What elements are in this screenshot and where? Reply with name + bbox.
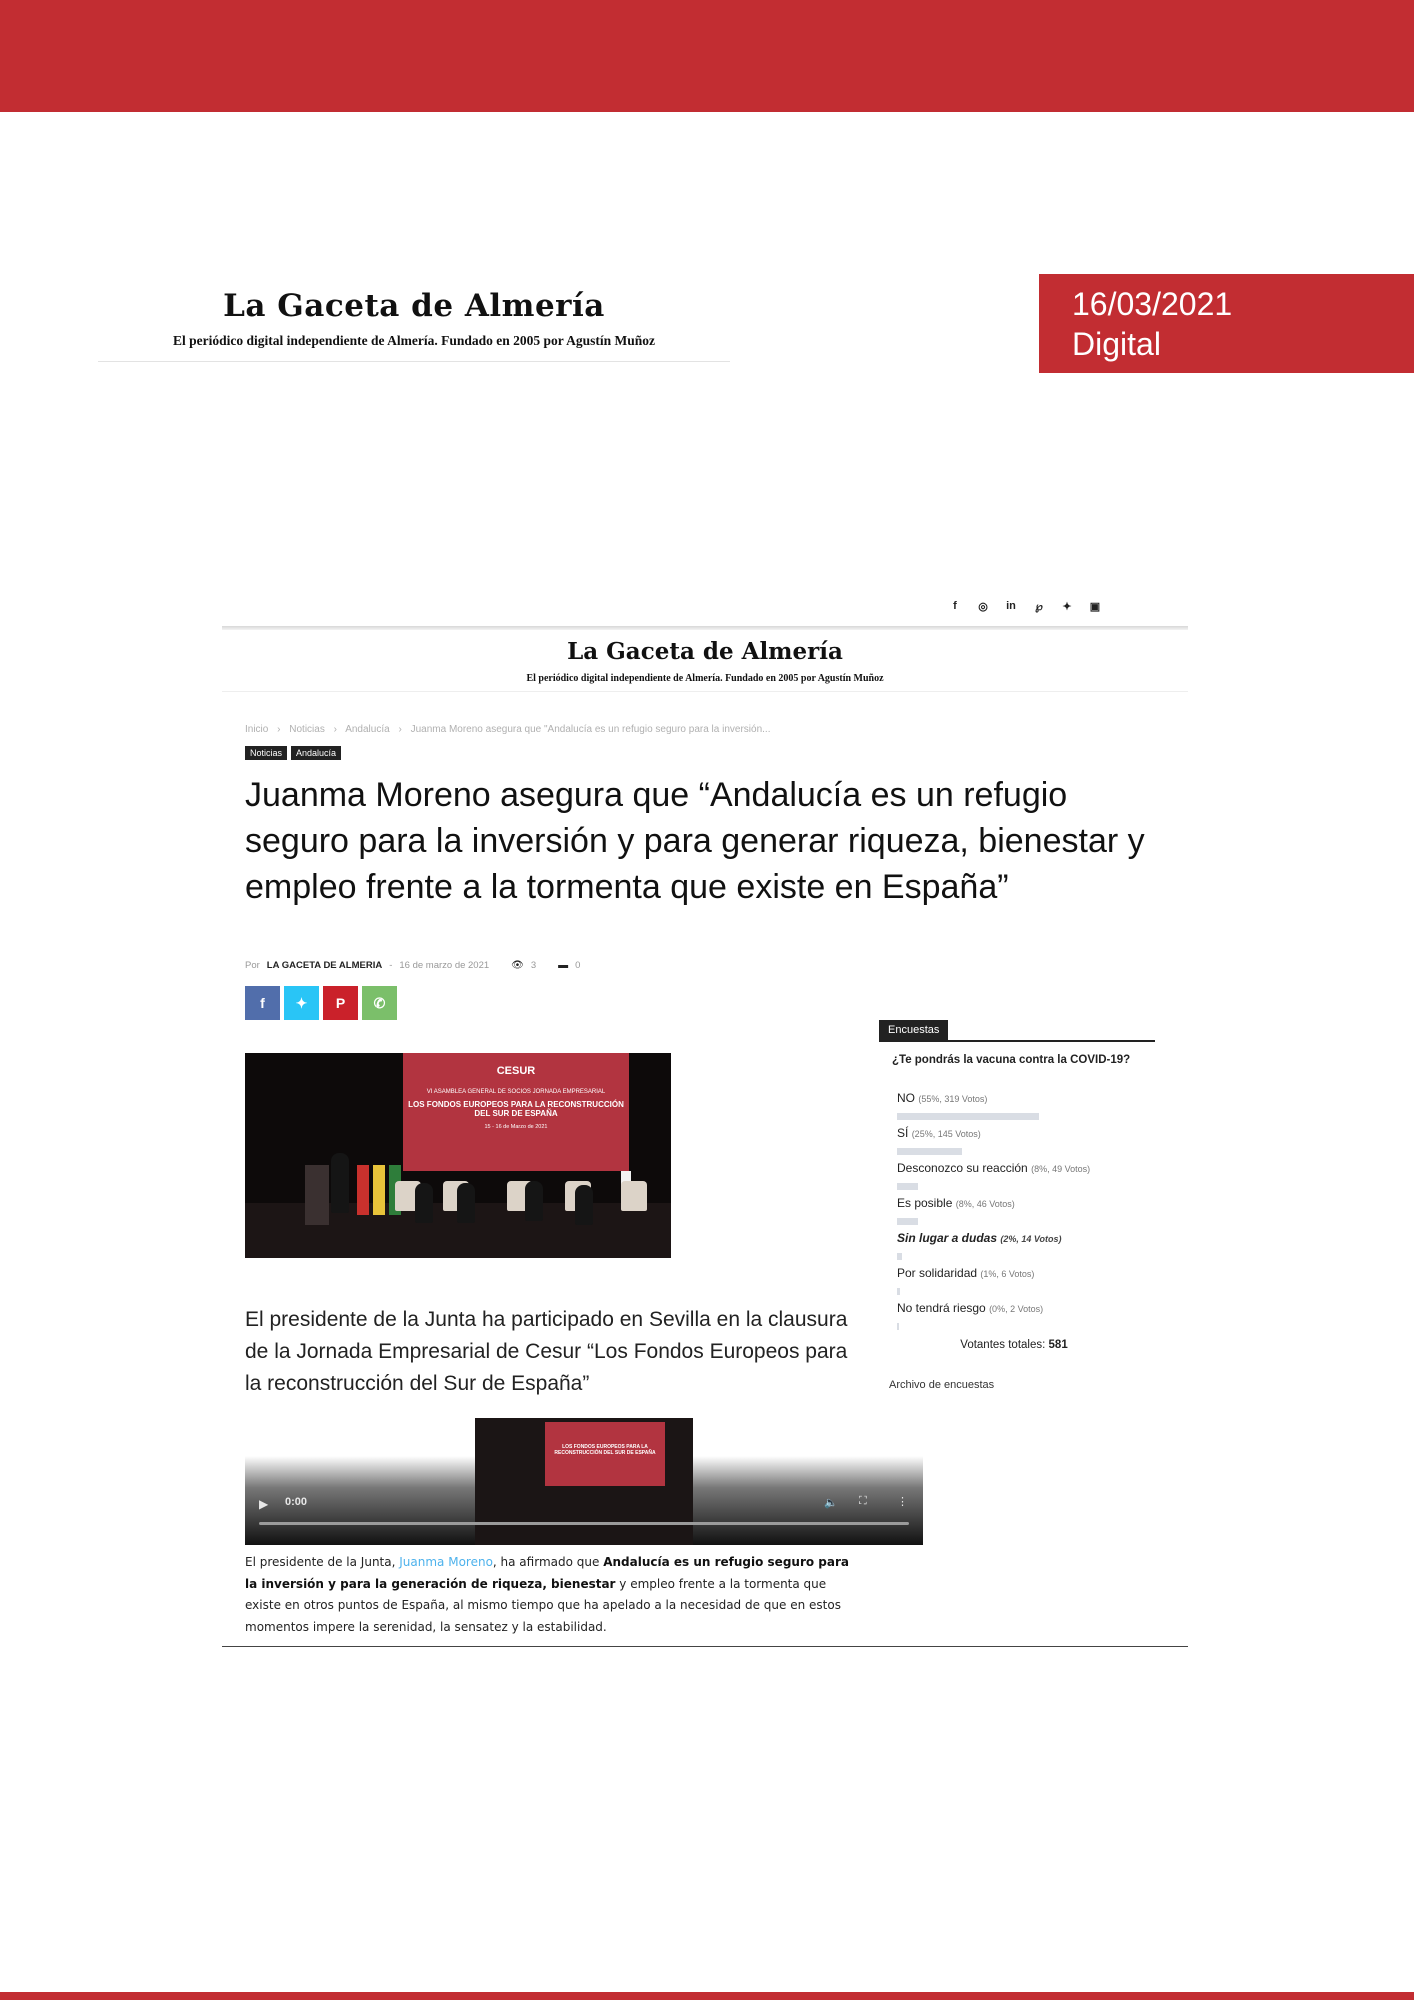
whatsapp-icon: ✆ (373, 994, 386, 1011)
poll-option-detail: (1%, 6 Votos) (980, 1269, 1035, 1279)
category-tags (245, 746, 341, 760)
pinterest-icon: P (335, 995, 346, 1011)
poll-option-detail: (0%, 2 Votos) (989, 1304, 1044, 1314)
poll-header (879, 1020, 1155, 1042)
poll-option (897, 1231, 1155, 1266)
article-meta (245, 960, 580, 971)
poll-option-bar (897, 1253, 902, 1260)
poll-option-label: Es posible (897, 1196, 953, 1210)
poll-widget (879, 1020, 1155, 1391)
more-options-icon[interactable]: ⋮ (897, 1496, 908, 1508)
video-time: 0:00 (285, 1496, 308, 1508)
share-pinterest-button[interactable] (323, 986, 358, 1020)
poll-option (897, 1091, 1155, 1126)
poll-option-label: Sin lugar a dudas (897, 1231, 998, 1245)
site-logo-title: La Gaceta de Almería (567, 638, 843, 665)
poll-option-bar (897, 1148, 962, 1155)
comments-count[interactable]: 0 (575, 960, 581, 971)
tag-noticias[interactable]: Noticias (245, 746, 287, 760)
poll-total (879, 1339, 1149, 1351)
breadcrumb-home[interactable]: Inicio (245, 724, 269, 735)
top-color-band (0, 0, 1414, 112)
poll-option (897, 1196, 1155, 1231)
panelist-figure (525, 1181, 543, 1221)
views-icon: 👁 (511, 960, 524, 971)
poll-option-bar (897, 1183, 918, 1190)
social-links (949, 600, 1101, 613)
video-frame-text: LOS FONDOS EUROPEOS PARA LA RECONSTRUCCIÓN DEL SUR DE ESPAÑA (554, 1444, 656, 1456)
breadcrumb-current: Juanma Moreno asegura que "Andalucía es un refugio seguro para la inversión... (410, 724, 771, 735)
podium (305, 1165, 329, 1225)
video-player[interactable] (245, 1418, 923, 1545)
volume-icon[interactable]: 🔈 (824, 1497, 838, 1509)
chair (621, 1181, 647, 1211)
facebook-icon: f (260, 995, 265, 1011)
author-link[interactable]: LA GACETA DE ALMERIA (266, 960, 383, 971)
panelist-figure (575, 1185, 593, 1225)
panelist-figure (457, 1183, 475, 1223)
poll-question: ¿Te pondrás la vacuna contra la COVID-19? (892, 1054, 1131, 1066)
byline-prefix: Por (245, 960, 260, 971)
breadcrumb-noticias[interactable]: Noticias (289, 724, 325, 735)
poll-total-value: 581 (1048, 1339, 1068, 1351)
poll-option-detail: (55%, 319 Votos) (918, 1094, 988, 1104)
tag-andalucia[interactable]: Andalucía (291, 746, 341, 760)
poll-option-label: Por solidaridad (897, 1266, 978, 1280)
instagram-icon[interactable]: ◎ (978, 601, 988, 613)
video-progress-bar[interactable] (259, 1522, 909, 1525)
youtube-icon[interactable]: ▣ (1089, 601, 1101, 613)
poll-total-label: Votantes totales: (960, 1339, 1046, 1351)
poll-option (897, 1126, 1155, 1161)
poll-option-bar (897, 1113, 1039, 1120)
share-twitter-button[interactable] (284, 986, 319, 1020)
poll-option-bar (897, 1218, 918, 1225)
poll-options (897, 1091, 1155, 1336)
poll-option-bar (897, 1288, 900, 1295)
body-text-1: El presidente de la Junta, (245, 1555, 400, 1569)
comments-icon[interactable]: ▬ (558, 960, 569, 971)
article-photo (245, 1053, 671, 1258)
article-date: 16 de marzo de 2021 (399, 960, 490, 971)
facebook-icon[interactable]: f (953, 600, 957, 612)
article-body (245, 1552, 855, 1638)
body-text-3: y empleo frente a la tormenta que existe en otros puntos de España, al mismo tiempo que ha apelado a la necesidad de que en estos momentos impere la serenidad, la sensatez y la estabilidad. (245, 1576, 841, 1634)
event-screen (403, 1053, 629, 1171)
publication-date: 16/03/2021 (1072, 286, 1233, 322)
screen-logo: CESUR (496, 1065, 536, 1077)
article-screenshot (222, 590, 1188, 1648)
poll-option-detail: (25%, 145 Votos) (911, 1129, 981, 1139)
breadcrumb (245, 724, 776, 735)
poll-option-detail: (8%, 46 Votos) (955, 1199, 1015, 1209)
share-buttons (245, 986, 397, 1020)
video-frame-screen (545, 1422, 665, 1486)
poll-option-label: Desconozco su reacción (897, 1161, 1028, 1175)
screen-line-3: 15 - 16 de Marzo de 2021 (484, 1124, 548, 1130)
screen-line-1: VI ASAMBLEA GENERAL DE SOCIOS JORNADA EMPRESARIAL (426, 1089, 606, 1095)
views-count: 3 (530, 960, 537, 971)
play-icon[interactable]: ▶ (259, 1497, 269, 1511)
meta-separator: - (389, 960, 393, 971)
share-facebook-button[interactable] (245, 986, 280, 1020)
poll-option-detail: (2%, 14 Votos) (1000, 1234, 1062, 1244)
bottom-color-band (0, 1992, 1414, 2000)
poll-archive-link[interactable]: Archivo de encuestas (889, 1379, 995, 1391)
poll-option (897, 1161, 1155, 1196)
body-text-2: , ha afirmado que (492, 1555, 604, 1569)
fullscreen-icon[interactable]: ⛶ (859, 1495, 867, 1507)
poll-option-label: No tendrá riesgo (897, 1301, 986, 1315)
poll-header-label: Encuestas (879, 1020, 948, 1042)
body-bold-text: Andalucía es un refugio seguro para la inversión y para la generación de riqueza, bienestar (245, 1555, 849, 1591)
breadcrumb-separator: › (333, 724, 337, 735)
linkedin-icon[interactable]: in (1006, 600, 1016, 612)
footer-divider (222, 1646, 1188, 1647)
date-box (1039, 274, 1414, 373)
body-link-juanma-moreno[interactable]: Juanma Moreno (399, 1555, 493, 1569)
masthead-title: La Gaceta de Almería (223, 288, 605, 324)
breadcrumb-separator: › (277, 724, 281, 735)
screen-line-2: LOS FONDOS EUROPEOS PARA LA RECONSTRUCCIÓN DEL SUR DE ESPAÑA (408, 1100, 624, 1118)
poll-option (897, 1266, 1155, 1301)
speaker-figure (331, 1153, 349, 1213)
site-logo-subtitle: El periódico digital independiente de Almería. Fundado en 2005 por Agustín Muñoz (526, 673, 884, 684)
flag (357, 1165, 369, 1215)
poll-option-bar (897, 1323, 899, 1330)
site-logo[interactable] (222, 630, 1188, 692)
panelist-figure (415, 1183, 433, 1223)
article-headline: Juanma Moreno asegura que “Andalucía es un refugio seguro para la inversión y para generar riqueza, bienestar y empleo frente a la tormenta que existe en España” (245, 776, 1145, 906)
publication-medium: Digital (1072, 326, 1161, 362)
twitter-icon[interactable]: ✦ (1062, 601, 1072, 613)
masthead (98, 282, 730, 362)
flag (373, 1165, 385, 1215)
poll-option (897, 1301, 1155, 1336)
masthead-subtitle: El periódico digital independiente de Almería. Fundado en 2005 por Agustín Muñoz (172, 333, 656, 348)
poll-option-detail: (8%, 49 Votos) (1031, 1164, 1091, 1174)
video-controls (259, 1492, 909, 1532)
pinterest-icon[interactable]: ℘ (1035, 601, 1043, 613)
share-whatsapp-button[interactable] (362, 986, 397, 1020)
breadcrumb-separator: › (398, 724, 402, 735)
poll-option-label: NO (897, 1091, 915, 1105)
breadcrumb-andalucia[interactable]: Andalucía (345, 724, 390, 735)
poll-option-label: SÍ (897, 1126, 909, 1140)
article-lede: El presidente de la Junta ha participado en Sevilla en la clausura de la Jornada Empresarial de Cesur “Los Fondos Europeos para la reconstrucción del Sur de España” (245, 1308, 848, 1395)
twitter-icon: ✦ (295, 994, 308, 1011)
